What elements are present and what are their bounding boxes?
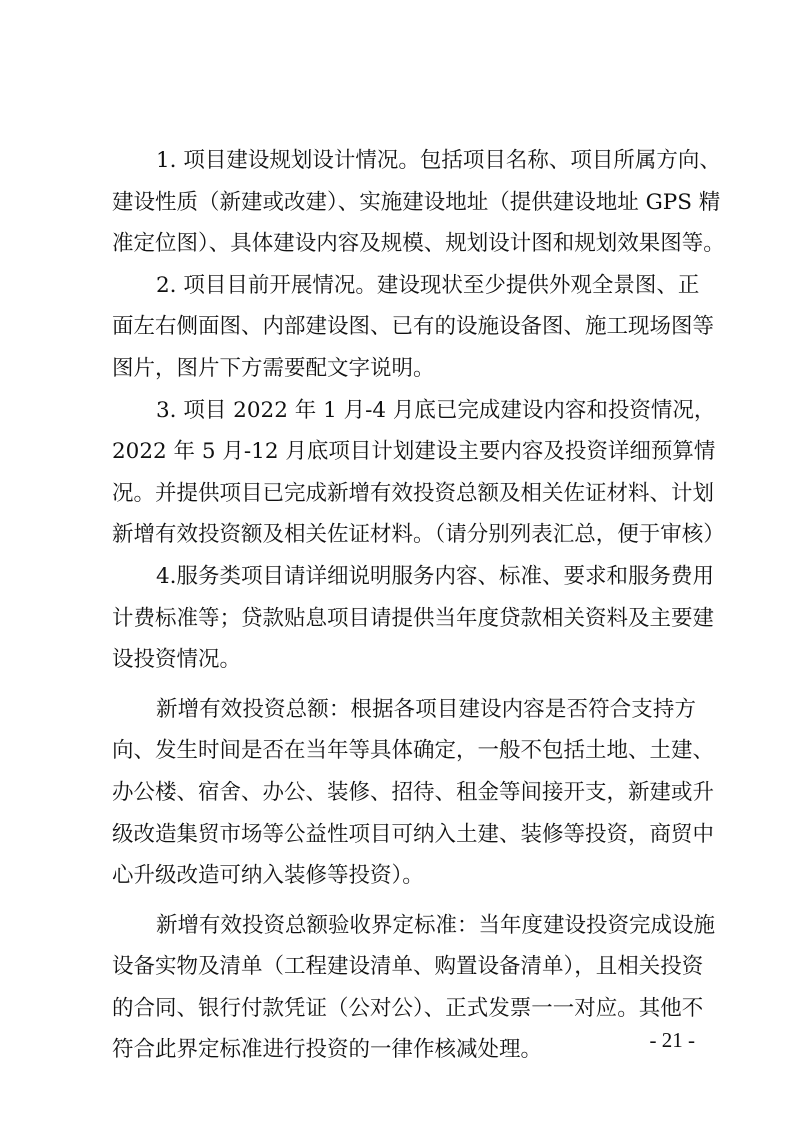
paragraph-spacing [112, 897, 696, 905]
text-line: 图片，图片下方需要配文字说明。 [112, 355, 435, 381]
text-line: 级改造集贸市场等公益性项目可纳入土建、装修等投资，商贸中 [112, 821, 715, 847]
paragraph-service-projects [112, 556, 715, 681]
text-line: 办公楼、宿舍、办公、装修、招待、租金等间接开支，新建或升 [112, 779, 715, 805]
text-line: 2. 项目目前开展情况。建设现状至少提供外观全景图、正 [156, 272, 700, 298]
text-line: 3. 项目 2022 年 1 月-4 月底已完成建设内容和投资情况， [156, 397, 716, 423]
text-line: 新增有效投资额及相关佐证材料。（请分别列表汇总，便于审核） [112, 522, 725, 548]
paragraph-investment-status [112, 390, 725, 556]
text-line: 向、发生时间是否在当年等具体确定，一般不包括土地、土建、 [112, 738, 715, 764]
text-line: 建设性质（新建或改建）、实施建设地址（提供建设地址 GPS 精 [112, 189, 721, 215]
text-line: 1. 项目建设规划设计情况。包括项目名称、项目所属方向、 [156, 148, 721, 173]
text-line: 设投资情况。 [112, 647, 242, 673]
text-line: 况。并提供项目已完成新增有效投资总额及相关佐证材料、计划 [112, 480, 715, 506]
paragraph-total-investment-definition [112, 689, 715, 897]
page-number: - 21 - [649, 1028, 695, 1052]
text-line: 新增有效投资总额验收界定标准：当年度建设投资完成设施 [156, 912, 716, 938]
paragraph-project-planning [112, 140, 725, 265]
text-line: 面左右侧面图、内部建设图、已有的设施设备图、施工现场图等 [112, 314, 715, 340]
text-line: 准定位图）、具体建设内容及规模、规划设计图和规划效果图等。 [112, 231, 725, 257]
text-line: 设备实物及清单（工程建设清单、购置设备清单），且相关投资 [112, 954, 704, 980]
paragraph-spacing [112, 681, 696, 689]
text-line: 的合同、银行付款凭证（公对公）、正式发票一一对应。其他不 [112, 995, 704, 1021]
text-line: 2022 年 5 月-12 月底项目计划建设主要内容及投资详细预算情 [112, 439, 716, 465]
text-line: 符合此界定标准进行投资的一律作核减处理。 [112, 1037, 543, 1063]
document-body [112, 140, 725, 1071]
text-line: 4.服务类项目请详细说明服务内容、标准、要求和服务费用 [156, 563, 715, 589]
text-line: 计费标准等；贷款贴息项目请提供当年度贷款相关资料及主要建 [112, 605, 715, 631]
paragraph-project-progress [112, 265, 715, 390]
text-line: 心升级改造可纳入装修等投资）。 [112, 863, 424, 889]
paragraph-acceptance-standard [112, 905, 716, 1071]
text-line: 新增有效投资总额：根据各项目建设内容是否符合支持方 [156, 696, 696, 722]
